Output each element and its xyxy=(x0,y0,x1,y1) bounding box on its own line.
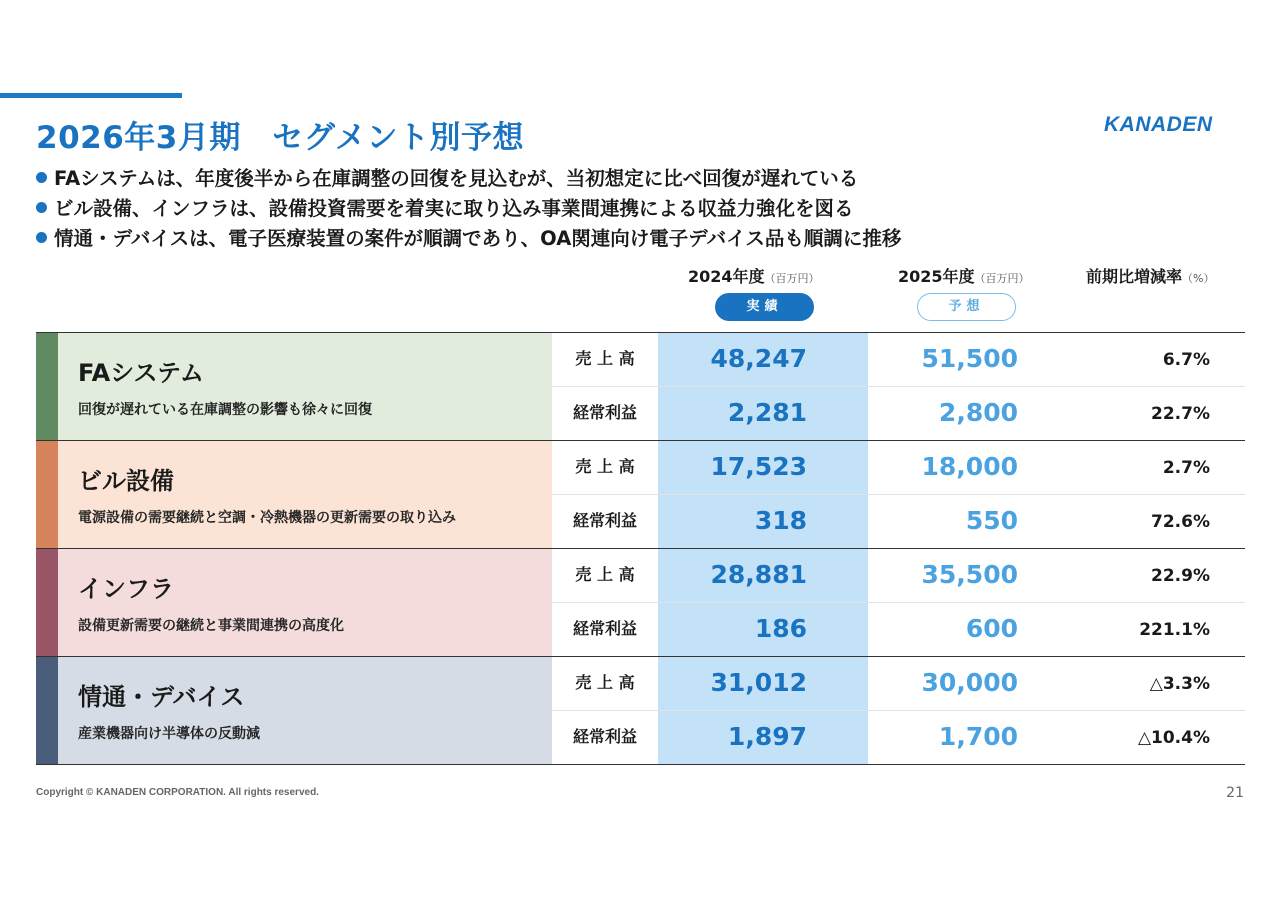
value-fy2024: 48,247 xyxy=(710,344,807,373)
table-row xyxy=(552,549,1245,602)
column-header-fy2024: 2024年度（百万円） xyxy=(688,267,820,286)
bullet-text: 情通・デバイスは、電子医療装置の案件が順調であり、OA関連向け電子デバイス品も順調に推移 xyxy=(54,227,902,250)
bullet-dot-icon xyxy=(36,232,47,243)
row-label: 経常利益 xyxy=(572,403,637,422)
page-number: 21 xyxy=(1226,785,1244,801)
segment-color-strip xyxy=(36,549,58,656)
value-change: 221.1% xyxy=(1139,620,1210,640)
value-change: △3.3% xyxy=(1149,674,1210,694)
value-fy2024: 186 xyxy=(754,614,807,643)
row-label: 経常利益 xyxy=(572,511,637,530)
bullet-item xyxy=(36,166,901,196)
bullet-text: FAシステムは、年度後半から在庫調整の回復を見込むが、当初想定に比べ回復が遅れている xyxy=(54,167,859,190)
forecast-badge: 予想 xyxy=(917,293,1016,321)
segment-name: インフラ xyxy=(78,575,174,603)
column-header-change: 前期比増減率（%） xyxy=(1086,267,1215,286)
value-fy2024: 318 xyxy=(754,506,807,535)
value-fy2024: 1,897 xyxy=(727,722,807,751)
value-fy2025: 550 xyxy=(965,506,1018,535)
segment-name: FAシステム xyxy=(78,359,204,387)
bullet-dot-icon xyxy=(36,172,47,183)
bullet-list xyxy=(36,166,901,256)
row-label: 売 上 高 xyxy=(575,565,635,584)
segment-name: ビル設備 xyxy=(78,467,174,495)
segment-color-strip xyxy=(36,333,58,440)
row-label: 売 上 高 xyxy=(575,457,635,476)
segment-description: 回復が遅れている在庫調整の影響も徐々に回復 xyxy=(78,402,372,418)
row-label: 売 上 高 xyxy=(575,673,635,692)
column-header-fy2025: 2025年度（百万円） xyxy=(898,267,1030,286)
value-change: 6.7% xyxy=(1162,350,1210,370)
copyright-text: Copyright © KANADEN CORPORATION. All rights reserved. xyxy=(36,787,319,798)
value-fy2024: 28,881 xyxy=(710,560,807,589)
segment-block-infrastructure xyxy=(36,549,1245,657)
segment-color-strip xyxy=(36,657,58,764)
bullet-item xyxy=(36,226,901,256)
table-row xyxy=(552,495,1245,548)
segment-table xyxy=(36,332,1245,765)
value-fy2024: 17,523 xyxy=(710,452,807,481)
page-title: 2026年3月期 セグメント別予想 xyxy=(36,120,525,156)
table-row xyxy=(552,333,1245,386)
segment-color-strip xyxy=(36,441,58,548)
value-change: 22.9% xyxy=(1151,566,1210,586)
title-accent-bar xyxy=(0,93,182,98)
segment-block-building-equipment xyxy=(36,441,1245,549)
bullet-dot-icon xyxy=(36,202,47,213)
value-fy2024: 31,012 xyxy=(710,668,807,697)
value-fy2025: 51,500 xyxy=(921,344,1018,373)
segment-name: 情通・デバイス xyxy=(78,683,245,711)
value-change: 2.7% xyxy=(1162,458,1210,478)
value-change: 72.6% xyxy=(1151,512,1210,532)
segment-block-info-devices xyxy=(36,657,1245,765)
segment-description: 電源設備の需要継続と空調・冷熱機器の更新需要の取り込み xyxy=(78,510,456,526)
value-fy2025: 30,000 xyxy=(921,668,1018,697)
row-label: 売 上 高 xyxy=(575,349,635,368)
row-label: 経常利益 xyxy=(572,727,637,746)
table-row xyxy=(552,387,1245,440)
value-change: △10.4% xyxy=(1137,728,1210,748)
value-fy2025: 600 xyxy=(965,614,1018,643)
table-row xyxy=(552,711,1245,764)
brand-logo: KANADEN xyxy=(1104,113,1213,136)
table-row xyxy=(552,657,1245,710)
bullet-item xyxy=(36,196,901,226)
value-change: 22.7% xyxy=(1151,404,1210,424)
table-row xyxy=(552,441,1245,494)
table-row xyxy=(552,603,1245,656)
value-fy2025: 18,000 xyxy=(921,452,1018,481)
actual-badge: 実績 xyxy=(715,293,814,321)
value-fy2025: 2,800 xyxy=(938,398,1018,427)
value-fy2024: 2,281 xyxy=(727,398,807,427)
value-fy2025: 1,700 xyxy=(938,722,1018,751)
row-label: 経常利益 xyxy=(572,619,637,638)
segment-description: 設備更新需要の継続と事業間連携の高度化 xyxy=(78,618,344,634)
segment-description: 産業機器向け半導体の反動減 xyxy=(78,726,260,742)
segment-block-fa-system xyxy=(36,333,1245,441)
bullet-text: ビル設備、インフラは、設備投資需要を着実に取り込み事業間連携による収益力強化を図る xyxy=(54,197,854,220)
value-fy2025: 35,500 xyxy=(921,560,1018,589)
